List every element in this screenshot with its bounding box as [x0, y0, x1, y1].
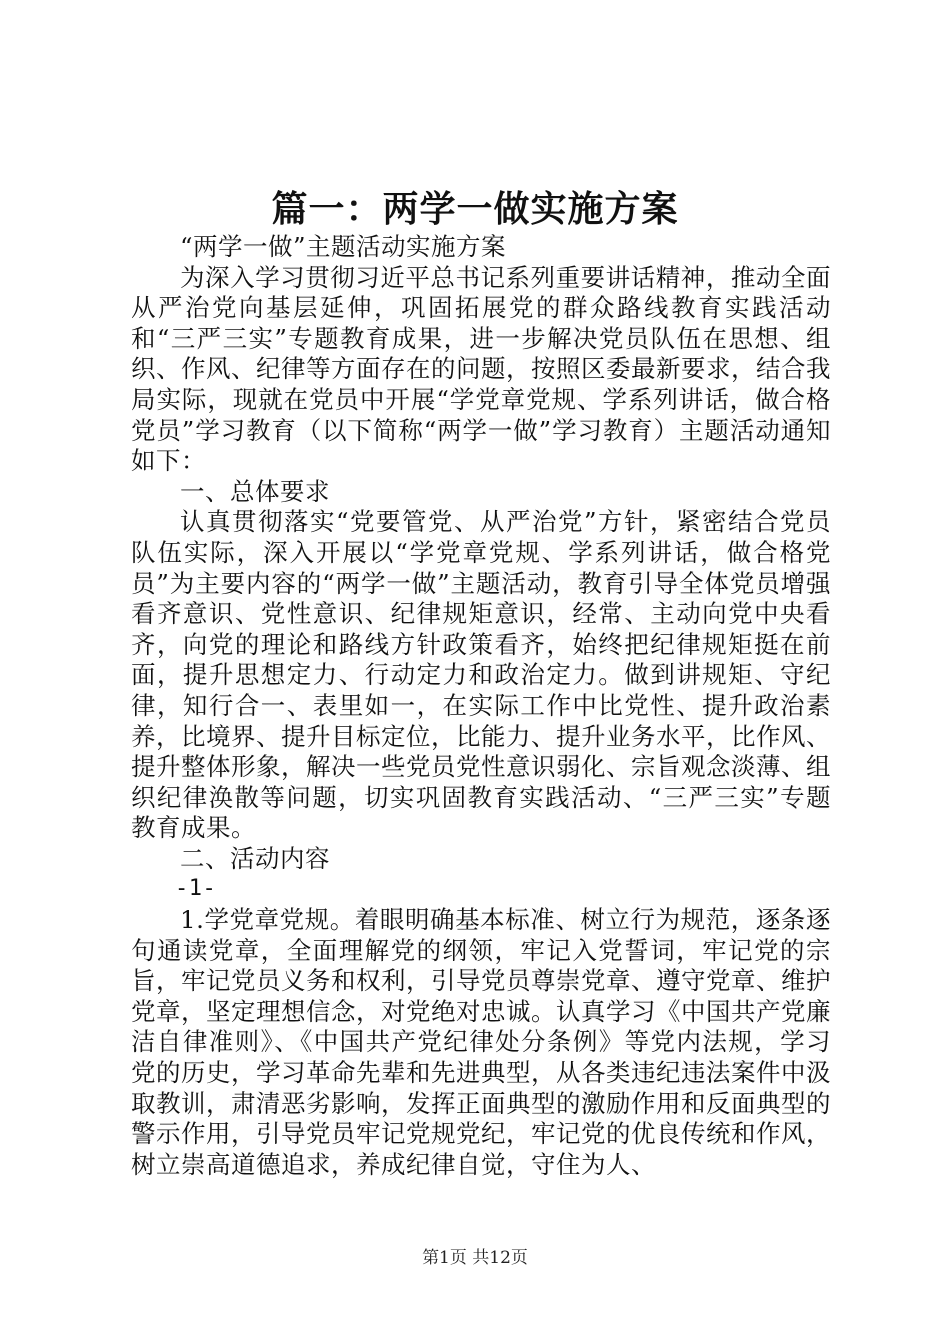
document-body	[131, 232, 831, 1180]
paragraph-intro: 为深入学习贯彻习近平总书记系列重要讲话精神，推动全面从严治党向基层延伸，巩固拓展党的群众路线教育实践活动和“三严三实”专题教育成果，进一步解决党员队伍在思想、组织、作风、纪律等方面存在的问题，按照区委最新要求，结合我局实际，现就在党员中开展“学党章党规、学系列讲话，做合格党员”学习教育（以下简称“两学一做”学习教育）主题活动通知如下：	[131, 262, 831, 476]
inline-page-marker: -1-	[175, 876, 217, 902]
paragraph-general-requirements: 认真贯彻落实“党要管党、从严治党”方针，紧密结合党员队伍实际，深入开展以“学党章党规、学系列讲话，做合格党员”为主要内容的“两学一做”主题活动，教育引导全体党员增强看齐意识、党性意识、纪律规矩意识，经常、主动向党中央看齐，向党的理论和路线方针政策看齐，始终把纪律规矩挺在前面，提升思想定力、行动定力和政治定力。做到讲规矩、守纪律，知行合一、表里如一，在实际工作中比党性、提升政治素养，比境界、提升目标定位，比能力、提升业务水平，比作风、提升整体形象，解决一些党员党性意识弱化、宗旨观念淡薄、组织纪律涣散等问题，切实巩固教育实践活动、“三严三实”专题教育成果。	[131, 507, 831, 843]
page-footer: 第1页 共12页	[422, 1248, 528, 1268]
section-heading-activity-content: 二、活动内容	[180, 843, 330, 873]
paragraph-subtitle: “两学一做”主题活动实施方案	[180, 232, 507, 261]
section-heading-general-requirements: 一、总体要求	[180, 476, 330, 506]
document-title: 篇一：两学一做实施方案	[271, 188, 679, 230]
paragraph-study-party-rules: 1.学党章党规。着眼明确基本标准、树立行为规范，逐条逐句通读党章，全面理解党的纲领，牢记入党誓词，牢记党的宗旨，牢记党员义务和权利，引导党员尊崇党章、遵守党章、维护党章，坚定理想信念，对党绝对忠诚。认真学习《中国共产党廉洁自律准则》、《中国共产党纪律处分条例》等党内法规，学习党的历史，学习革命先辈和先进典型，从各类违纪违法案件中汲取教训，肃清恶劣影响，发挥正面典型的激励作用和反面典型的警示作用，引导党员牢记党规党纪，牢记党的优良传统和作风，树立崇高道德追求，养成纪律自觉，守住为人、	[131, 905, 831, 1179]
